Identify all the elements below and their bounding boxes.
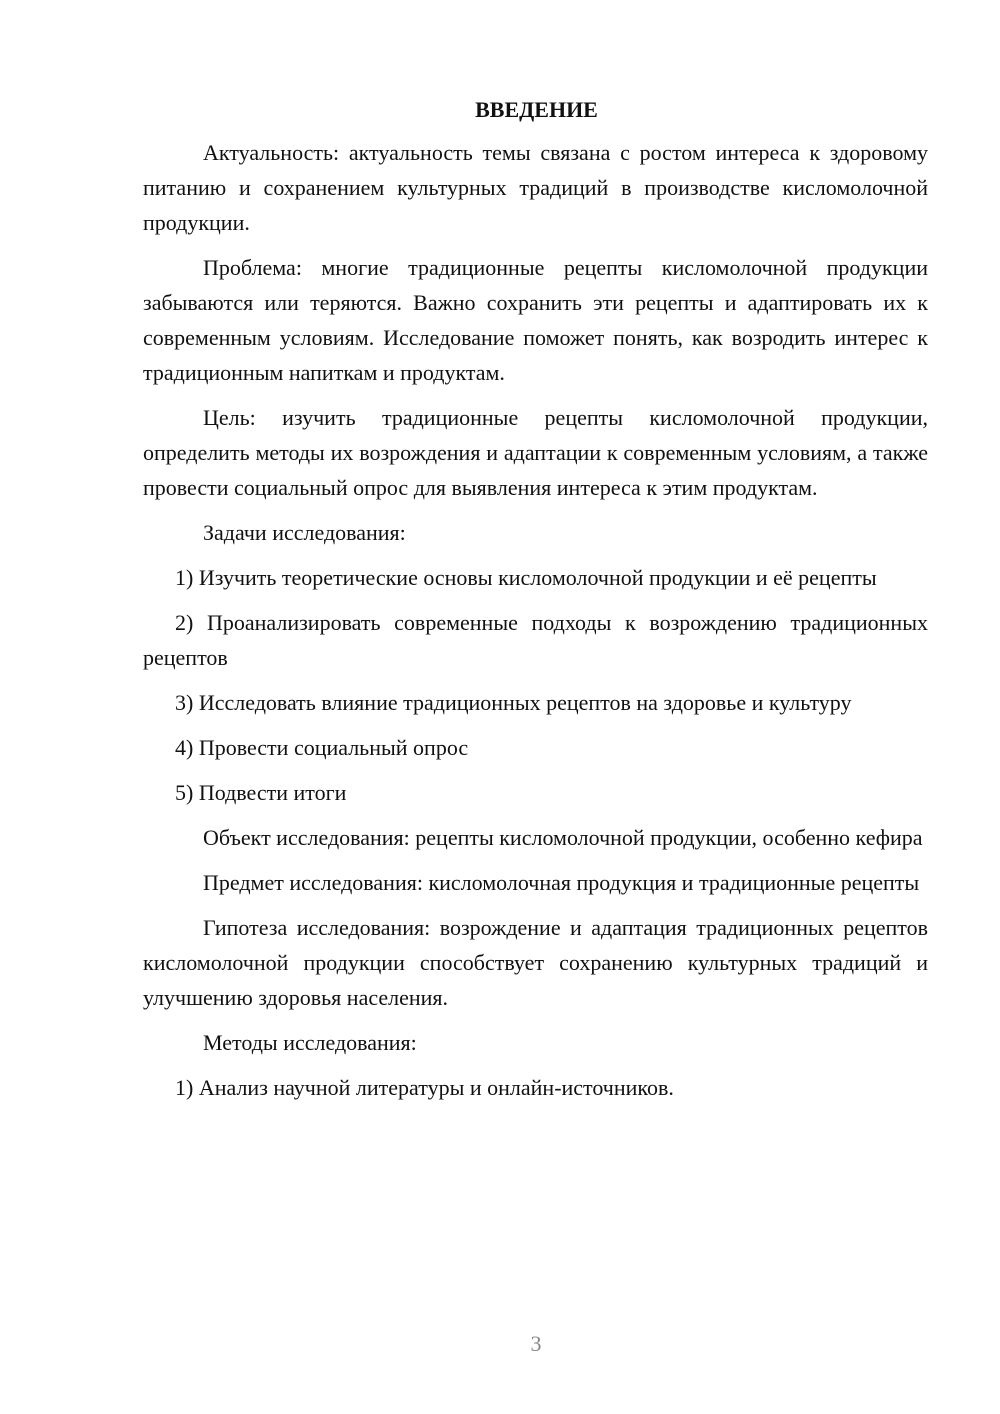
task-item: 3) Исследовать влияние традиционных рецептов на здоровье и культуру [175, 690, 852, 715]
task-item: 4) Провести социальный опрос [175, 735, 469, 760]
paragraph-problem: Проблема: многие традиционные рецепты кисломолочной продукции забываются или теряются. Важно сохранить эти рецепты и адаптировать их к современным условиям. Исследование поможет понять, как возродить интерес к традиционным напиткам и продуктам. [143, 255, 928, 385]
page-content [143, 92, 928, 1115]
section-heading: ВВЕДЕНИЕ [475, 97, 598, 122]
paragraph-hypothesis: Гипотеза исследования: возрождение и адаптация традиционных рецептов кисломолочной продукции способствует сохранению культурных традиций и улучшению здоровья населения. [143, 915, 928, 1010]
paragraph-subject: Предмет исследования: кисломолочная продукция и традиционные рецепты [203, 870, 920, 895]
methods-list [143, 1070, 928, 1105]
page-number: 3 [530, 1331, 542, 1356]
task-item: 2) Проанализировать современные подходы к возрождению традиционных рецептов [143, 610, 928, 670]
paragraph-actuality: Актуальность: актуальность темы связана с ростом интереса к здоровому питанию и сохранением культурных традиций в производстве кисломолочной продукции. [143, 140, 928, 235]
paragraph-object: Объект исследования: рецепты кисломолочной продукции, особенно кефира [203, 825, 923, 850]
methods-title: Методы исследования: [203, 1030, 417, 1055]
tasks-title: Задачи исследования: [203, 520, 406, 545]
method-item: 1) Анализ научной литературы и онлайн-источников. [175, 1075, 674, 1100]
tasks-list [143, 560, 928, 810]
task-item: 5) Подвести итоги [175, 780, 347, 805]
paragraph-goal: Цель: изучить традиционные рецепты кисломолочной продукции, определить методы их возрождения и адаптации к современным условиям, а также провести социальный опрос для выявления интереса к этим продуктам. [143, 405, 928, 500]
task-item: 1) Изучить теоретические основы кисломолочной продукции и её рецепты [175, 565, 877, 590]
